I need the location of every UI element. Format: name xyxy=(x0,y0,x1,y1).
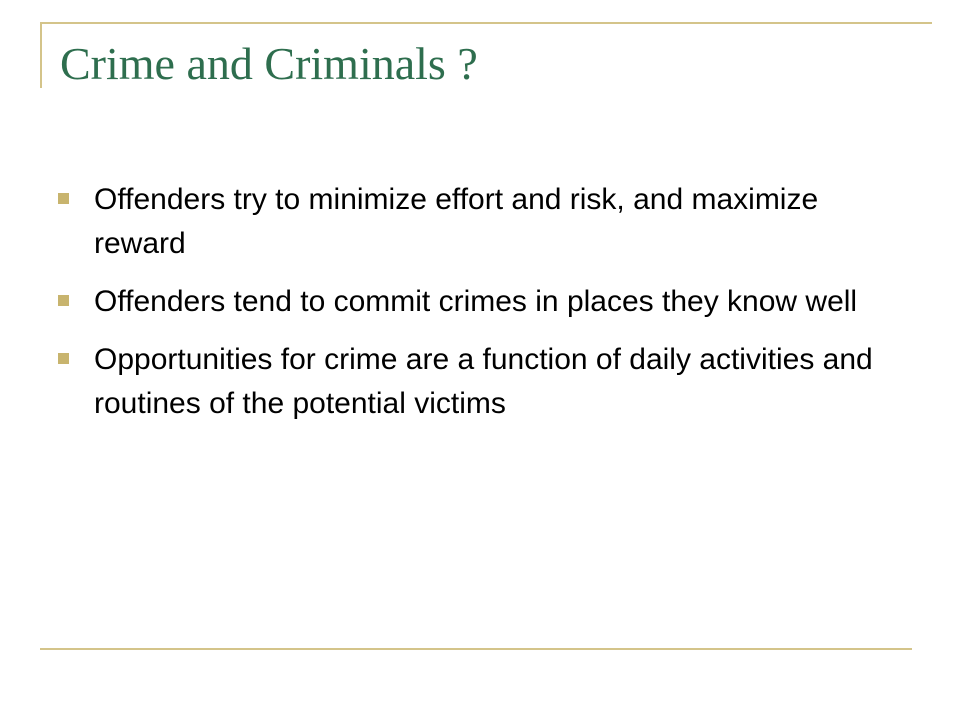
bullet-text: Offenders tend to commit crimes in places they know well xyxy=(94,285,858,318)
bottom-divider xyxy=(40,648,912,650)
bullet-item xyxy=(58,280,878,324)
bullet-text: Opportunities for crime are a function of daily activities and routines of the potential victims xyxy=(94,343,873,420)
square-bullet-icon xyxy=(58,295,69,306)
square-bullet-icon xyxy=(58,353,69,364)
left-divider xyxy=(40,22,42,88)
top-divider xyxy=(40,22,932,24)
slide-title: Crime and Criminals ? xyxy=(60,38,478,89)
bullet-text: Offenders try to minimize effort and risk, and maximize reward xyxy=(94,183,819,260)
bullet-item xyxy=(58,338,878,426)
bullet-list xyxy=(58,178,878,440)
bullet-item xyxy=(58,178,878,266)
square-bullet-icon xyxy=(58,193,69,204)
